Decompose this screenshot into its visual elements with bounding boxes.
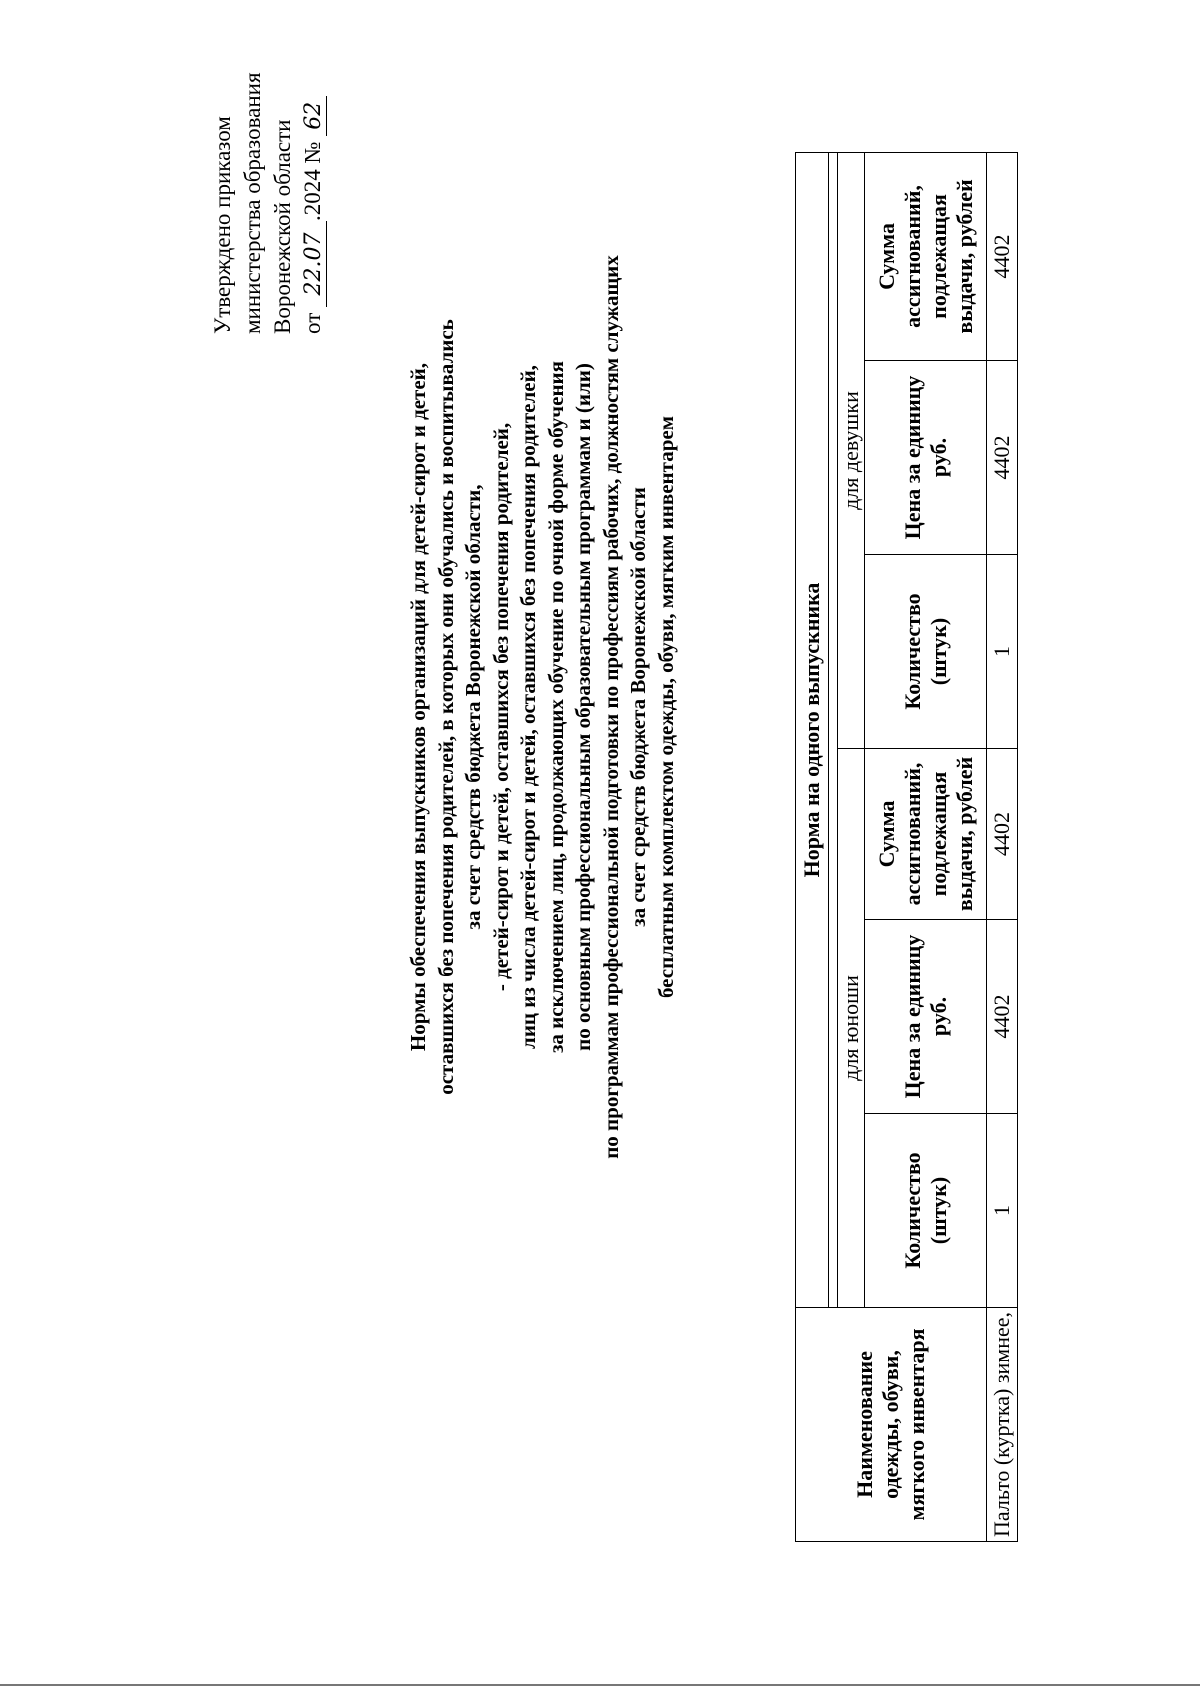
header-girls-price: Цена за единицу руб.: [865, 360, 987, 554]
title-line: лиц из числа детей-сирот и детей, оставшихся без попечения родителей,: [516, 365, 540, 1049]
title-line: по основным профессиональным образовательным программам и (или): [571, 363, 595, 1051]
header-spacer: [829, 152, 838, 1307]
approval-prefix: от: [300, 312, 325, 334]
approval-line-2: министерства образования: [240, 72, 265, 334]
row-girls-price: 4402: [987, 360, 1018, 554]
title-line: - детей-сирот и детей, оставшихся без попечения родителей,: [488, 422, 513, 992]
document-title: [405, 92, 680, 1322]
approval-stamp: [208, 34, 328, 334]
title-line: за счет средств бюджета Воронежской области,: [461, 484, 485, 930]
row-item-name: Пальто (куртка) зимнее,: [987, 1307, 1018, 1541]
header-girls-qty: Количество (штук): [865, 554, 987, 748]
header-boys-sum: Сумма ассигнований, подлежащая выдачи, рублей: [865, 748, 987, 919]
header-boys-price: Цена за единицу руб.: [865, 919, 987, 1113]
header-girls-sum: Сумма ассигнований, подлежащая выдачи, рублей: [865, 152, 987, 360]
scan-edge-line: [0, 1684, 1200, 1686]
approval-line-1: Утверждено приказом: [210, 116, 235, 334]
header-norm-per-graduate: Норма на одного выпускника: [796, 152, 829, 1307]
approval-number-label: №: [300, 141, 325, 164]
title-line: оставшихся без попечения родителей, в которых они обучались и воспитывались: [433, 319, 458, 1095]
title-line: бесплатным комплектом одежды, обуви, мягким инвентарем: [653, 415, 678, 999]
row-boys-qty: 1: [987, 1113, 1018, 1307]
approval-date-handwritten: 22.07: [302, 221, 327, 307]
approval-line-4: [298, 34, 328, 334]
title-line: по программам профессиональной подготовки по профессиям рабочих, должностям служащих: [598, 255, 623, 1159]
title-line: Нормы обеспечения выпускников организаций для детей-сирот и детей,: [406, 362, 430, 1052]
title-line: за счет средств бюджета Воронежской области: [626, 487, 650, 927]
row-boys-price: 4402: [987, 919, 1018, 1113]
title-line: за исключением лиц, продолжающих обучение по очной форме обучения: [543, 360, 568, 1054]
header-group-boys: для юноши: [838, 748, 865, 1307]
approval-number-handwritten: 62: [302, 96, 327, 136]
norms-table: [795, 152, 1018, 1542]
approval-line-3: Воронежской области: [270, 119, 295, 334]
header-boys-qty: Количество (штук): [865, 1113, 987, 1307]
header-group-girls: для девушки: [838, 152, 865, 748]
row-girls-qty: 1: [987, 554, 1018, 748]
table-row: [987, 152, 1018, 1541]
header-item-name: Наименование одежды, обуви, мягкого инвентаря: [796, 1307, 987, 1541]
row-boys-sum: 4402: [987, 748, 1018, 919]
row-girls-sum: 4402: [987, 152, 1018, 360]
approval-year: .2024: [300, 169, 325, 221]
